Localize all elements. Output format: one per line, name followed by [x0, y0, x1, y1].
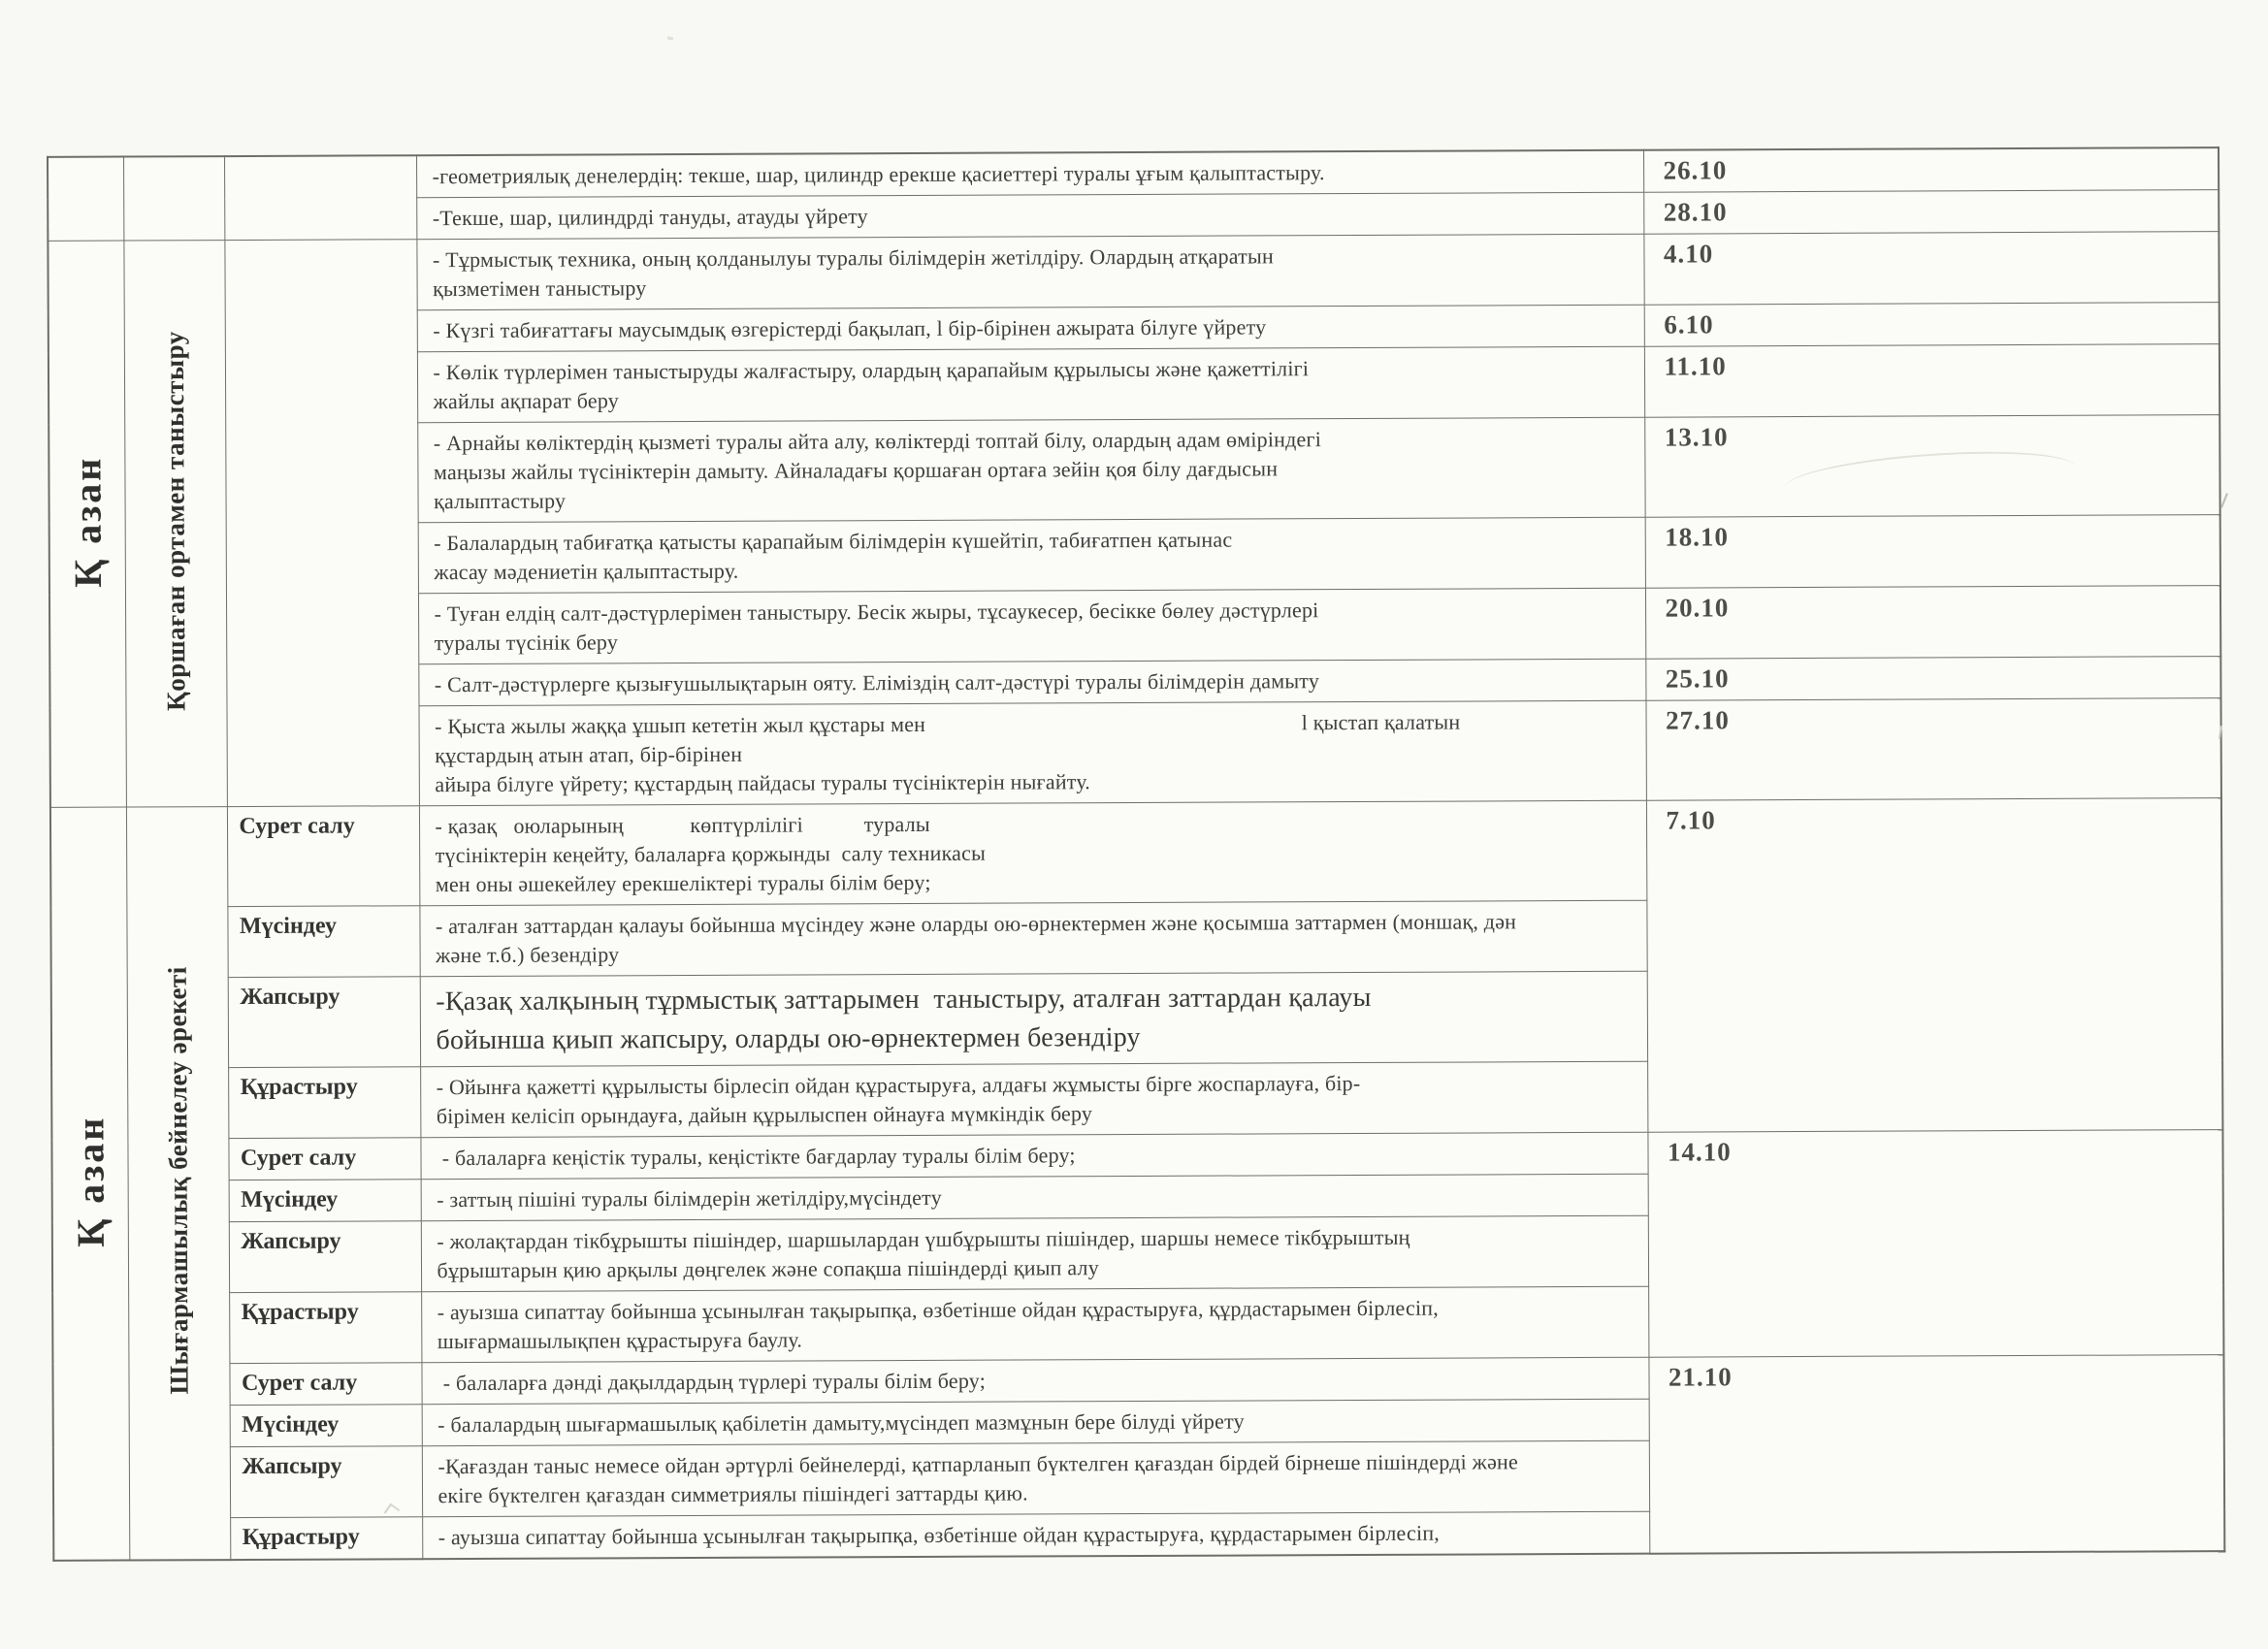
- date-cell: 7.10: [1646, 798, 2222, 1133]
- activity-label: Сурет салу: [228, 1138, 420, 1180]
- activity-label: Құрастыру: [230, 1517, 422, 1560]
- lesson-text: - жолақтардан тікбұрышты пішіндер, шаршылардан үшбұрышты пішіндер, шаршы немесе тікбұрыштың бұрыштарын қию арқылы дөңгелек және сопақша пішіндерді қиып алу: [421, 1215, 1648, 1292]
- date-cell: 27.10: [1645, 698, 2220, 801]
- area-label: Қоршаған ортамен таныстыру: [159, 331, 191, 712]
- activity-label: Жапсыру: [228, 977, 420, 1068]
- lesson-text: - Салт-дәстүрлерге қызығушылықтарын ояту. Еліміздің салт-дәстүрі туралы білімдерін дамыту: [418, 659, 1645, 706]
- schedule-table-body: [48, 147, 2224, 1561]
- lesson-text: - заттың пішіні туралы білімдерін жетілдіру,мүсіндету: [421, 1174, 1648, 1221]
- date-cell: 14.10: [1647, 1130, 2223, 1358]
- table-row: [50, 798, 2221, 908]
- lesson-text: -Текше, шар, цилиндрді тануды, атауды үйрету: [416, 192, 1643, 240]
- date-cell: 25.10: [1645, 657, 2220, 701]
- area-cell: [123, 156, 224, 241]
- activity-label: Жапсыру: [230, 1446, 422, 1518]
- date-cell: 20.10: [1645, 586, 2220, 660]
- date-cell: 6.10: [1644, 303, 2219, 347]
- lesson-text: - Тұрмыстық техника, оның қолданылуы туралы білімдерін жетілдіру. Олардың атқаратын қызметімен таныстыру: [416, 234, 1643, 310]
- area-cell: [123, 241, 227, 807]
- activity-label: Құрастыру: [228, 1067, 420, 1139]
- lesson-text: - Көлік түрлерімен таныстыруды жалғастыру, олардың қарапайым құрылысы және қажеттілігі жайлы ақпарат беру: [417, 346, 1644, 423]
- lesson-text: -Қазақ халқының тұрмыстық заттарымен таныстыру, аталған заттардан қалауы бойынша қиып жапсыру, оларды ою-өрнектермен безендіру: [420, 971, 1647, 1067]
- month-cell: [48, 157, 123, 242]
- month-cell: [50, 807, 129, 1561]
- activity-label: Жапсыру: [229, 1221, 421, 1293]
- lesson-text: - Туған елдің салт-дәстүрлерімен таныстыру. Бесік жыры, тұсаукесер, бесікке бөлеу дәстүрлері туралы түсінік беру: [418, 588, 1645, 664]
- lesson-text: - балалардың шығармашылық қабілетін дамыту,мүсіндеп мазмұнын бере білуді үйрету: [422, 1399, 1649, 1446]
- lesson-text: - ауызша сипаттау бойынша ұсынылған тақырыпқа, өзбетінше ойдан құрастыруға, құрдастарымен бірлесіп, шығармашылықпен құрастыруға баулу.: [421, 1286, 1648, 1363]
- lesson-text: - аталған заттардан қалауы бойынша мүсіндеу және оларды ою-өрнектермен және қосымша заттармен (моншақ, дән және т.б.) безендіру: [419, 900, 1646, 977]
- date-cell: 26.10: [1643, 147, 2219, 192]
- month-label: Қ азан: [65, 455, 110, 588]
- month-label: Қ азан: [68, 1115, 113, 1247]
- month-cell: [48, 241, 126, 807]
- activity-label: Мүсіндеу: [230, 1405, 422, 1447]
- lesson-text: -геометриялық денелердің: текше, шар, цилиндр ерекше қасиеттері туралы ұғым қалыптастыру.: [416, 150, 1643, 198]
- table-row: [51, 1130, 2222, 1181]
- lesson-text: - балаларға кеңістік туралы, кеңістікте бағдарлау туралы білім беру;: [420, 1132, 1647, 1180]
- scan-artifact: [667, 36, 673, 40]
- lesson-text: - ауызша сипаттау бойынша ұсынылған тақырыпқа, өзбетінше ойдан құрастыруға, құрдастарымен бірлесіп,: [422, 1511, 1649, 1559]
- lesson-text: - Балалардың табиғатқа қатысты қарапайым білімдерін күшейтіп, табиғатпен қатынас жасау мәдениетін қалыптастыру.: [418, 517, 1645, 594]
- lesson-text: -Қағаздан таныс немесе ойдан әртүрлі бейнелерді, қатпарланып бүктелген қағаздан бірдей бірнеше пішіндерді және екіге бүктелген қағаздан симметриялы пішіндегі заттарды қию.: [422, 1440, 1649, 1517]
- activity-label: Сурет салу: [229, 1363, 421, 1406]
- lesson-text: - қазақ оюларының көптүрлілігі туралы түсініктерін кеңейту, балаларға қоржынды салу техникасы мен оны әшекейлеу ерекшеліктері туралы білім беру;: [419, 800, 1646, 906]
- date-cell: 4.10: [1643, 232, 2219, 306]
- spacer-cell: [224, 155, 416, 240]
- date-cell: 21.10: [1648, 1355, 2224, 1554]
- table-row: [52, 1355, 2223, 1406]
- area-label: Шығармашылық бейнелеу әрекеті: [162, 966, 194, 1396]
- date-cell: 18.10: [1645, 515, 2220, 589]
- lesson-text: - Ойынға қажетті құрылысты бірлесіп ойдан құрастыруға, алдағы жұмысты бірге жоспарлауға, бір- бірімен келісіп орындауға, дайын құрылыспен ойнауға мүмкіндік беру: [420, 1061, 1647, 1138]
- date-cell: 11.10: [1644, 344, 2219, 418]
- spacer-cell: [224, 240, 419, 807]
- lesson-plan-table: [47, 146, 2225, 1562]
- lesson-text: - Күзгі табиғаттағы маусымдық өзгерістерді бақылап, l бір-бірінен ажырата білуге үйрету: [417, 305, 1644, 352]
- lesson-text: - балаларға дәнді дақылдардың түрлері туралы білім беру;: [421, 1357, 1648, 1405]
- area-cell: [126, 807, 230, 1561]
- activity-label: Сурет салу: [227, 806, 419, 907]
- activity-label: Мүсіндеу: [227, 906, 419, 978]
- date-cell: 13.10: [1644, 415, 2219, 518]
- activity-label: Құрастыру: [229, 1292, 421, 1364]
- lesson-text: - Қыста жылы жаққа ұшып кететін жыл құстары мен l қыстап қалатын құстардың атын атап, бір-бірінен айыра білуге үйрету; құстардың пайдасы туралы түсініктерін нығайту.: [418, 700, 1645, 806]
- activity-label: Мүсіндеу: [229, 1180, 421, 1222]
- table-row: [48, 232, 2219, 312]
- date-cell: 28.10: [1643, 190, 2219, 235]
- lesson-text: - Арнайы көліктердің қызметі туралы айта алу, көліктерді топтай білу, олардың адам өміріндегі маңызы жайлы түсініктерін дамыту. Айналадағы қоршаған ортаға зейін қоя білу дағдысын қалыптастыру: [417, 417, 1644, 523]
- scan-artifact: [2220, 493, 2228, 508]
